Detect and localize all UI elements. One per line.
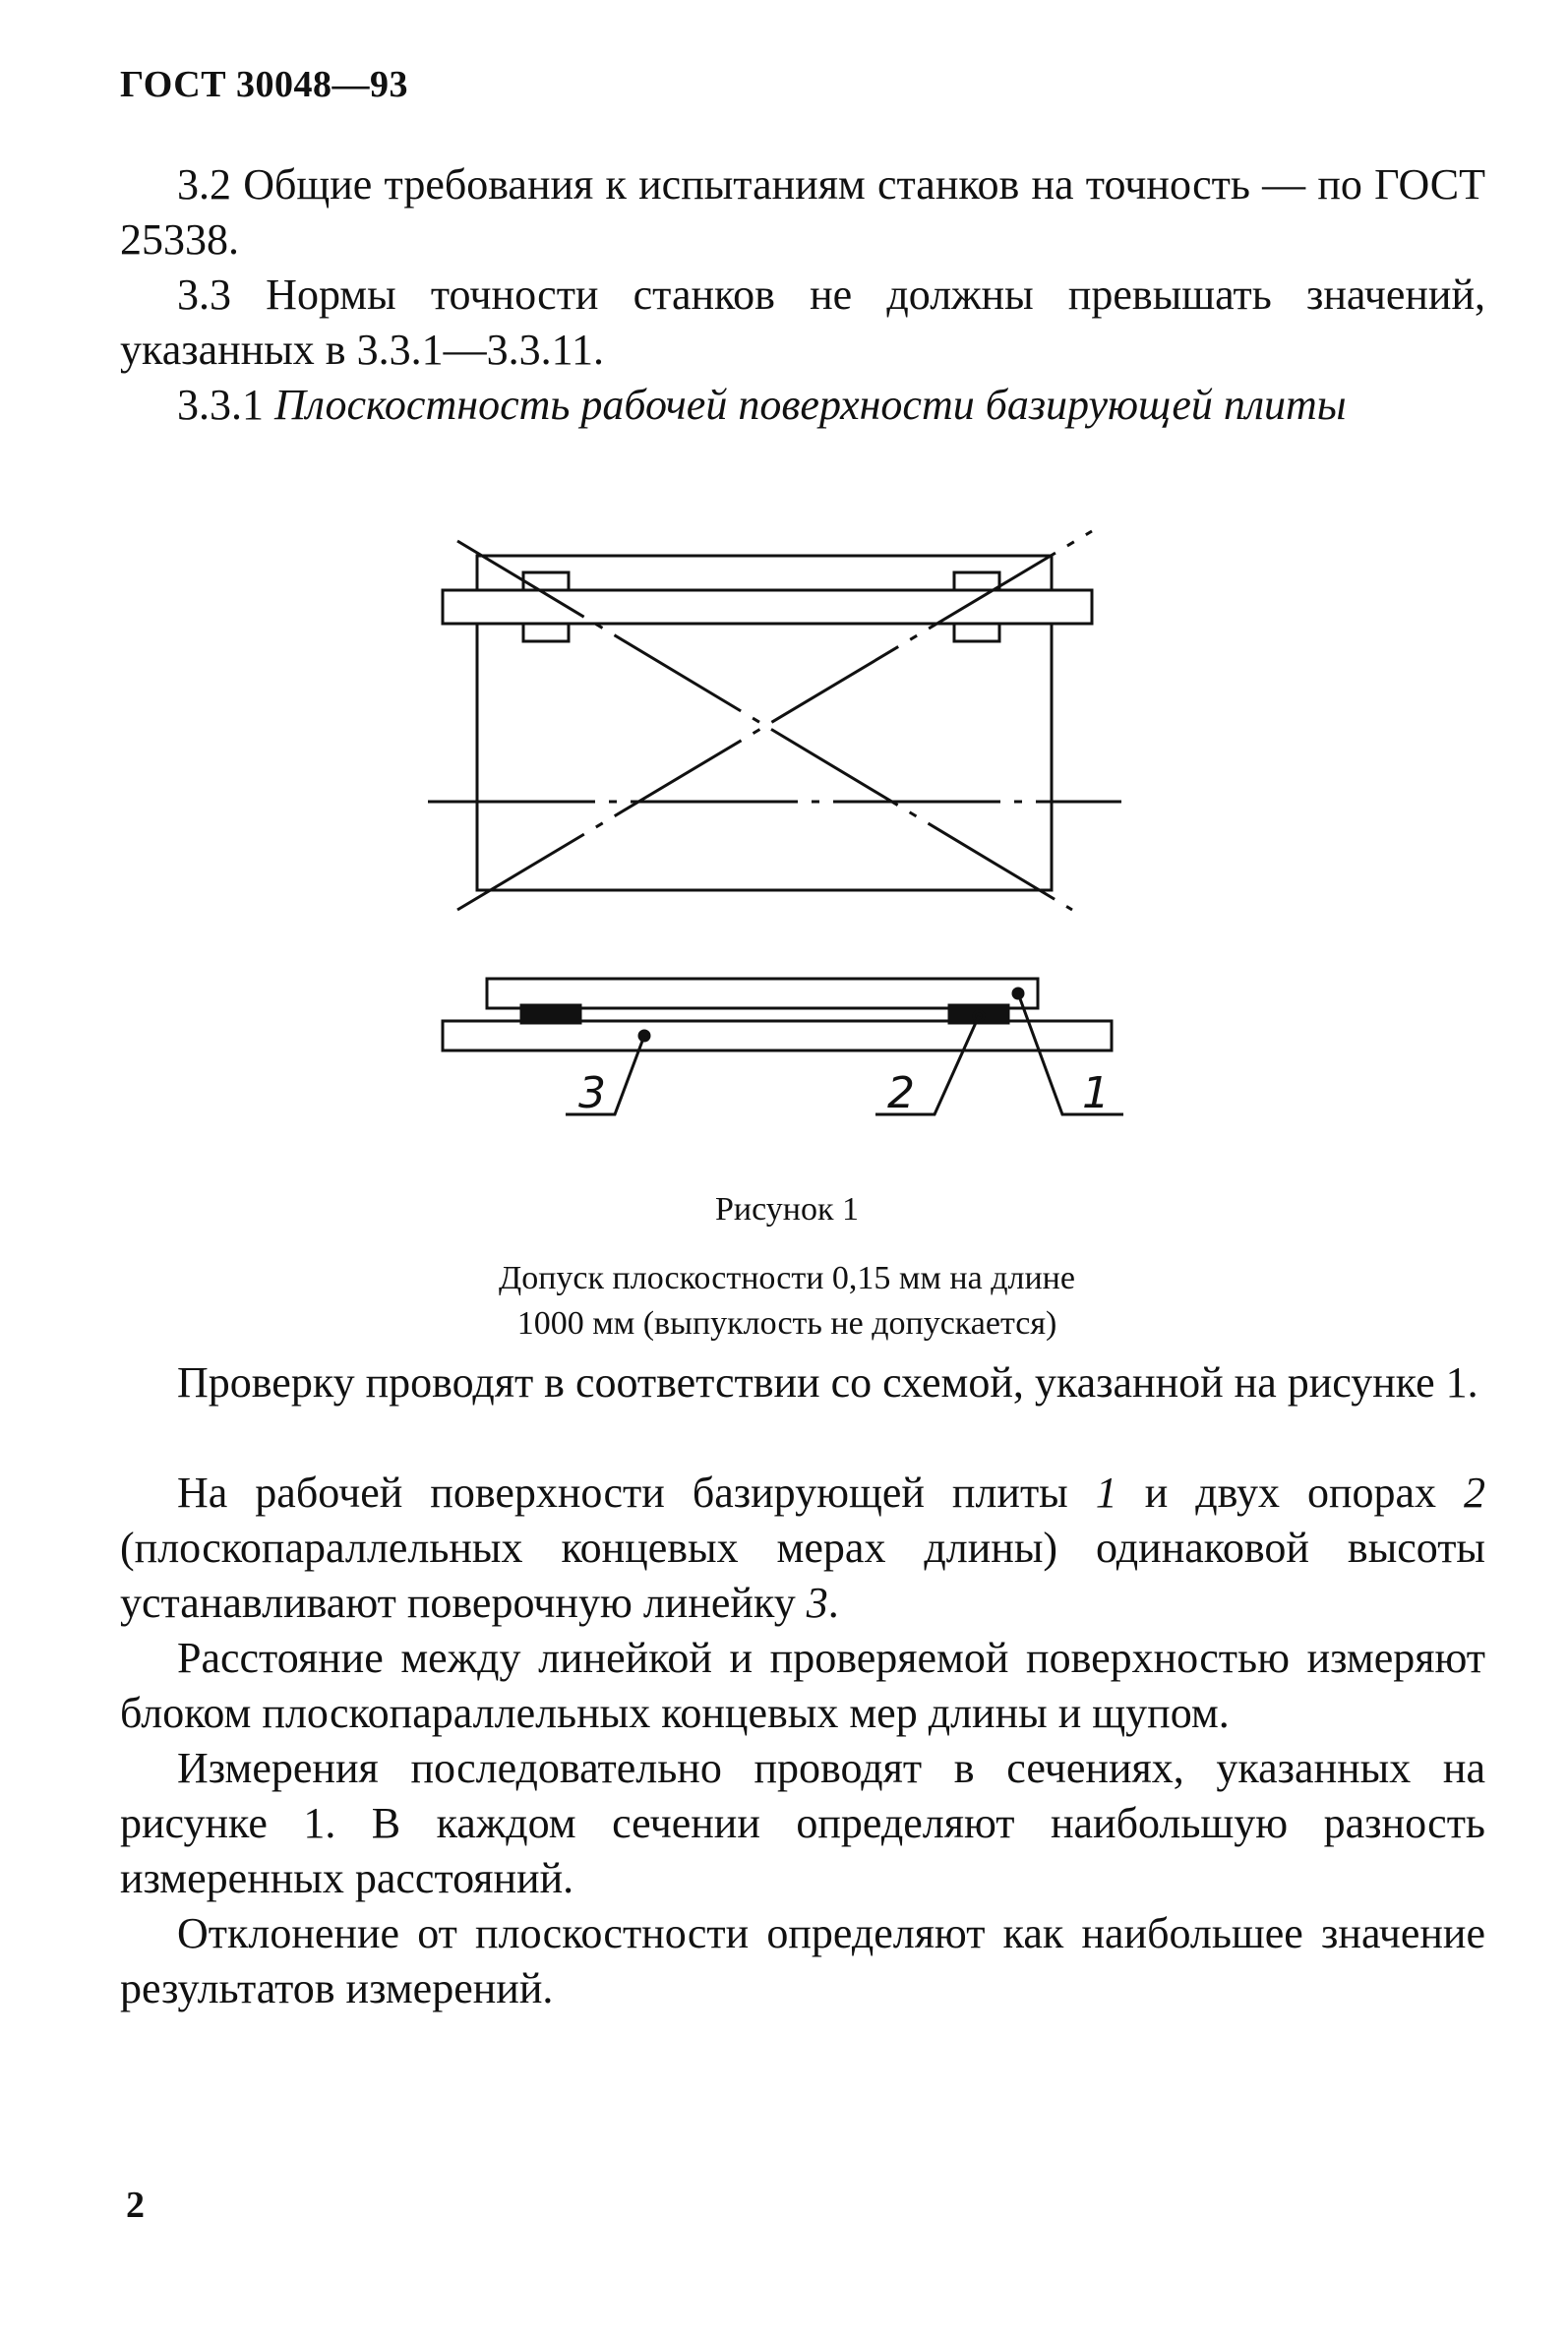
body-paragraph-3: Расстояние между линейкой и проверяемой поверхностью измеряют блоком плоскопараллельных концевых мер длины и щупом. <box>120 1634 1485 1737</box>
p2-ref-3: 3 <box>806 1579 828 1627</box>
support-right-bottom <box>954 624 999 641</box>
figure-caption-line-1: Допуск плоскостности 0,15 мм на длине <box>499 1260 1075 1296</box>
p2-ref-1: 1 <box>1095 1469 1117 1517</box>
page-number: 2 <box>126 2185 145 2226</box>
support-block-left <box>521 1005 580 1023</box>
section-3-3-paragraph: 3.3 Нормы точности станков не должны превышать значений, указанных в 3.3.1—3.3.11. <box>120 270 1485 374</box>
body-paragraph-2 <box>120 1466 1485 1631</box>
p2-text-c: (плоскопараллельных концевых мерах длины) одинаковой высоты устанавливают поверочную линейку <box>120 1524 1485 1627</box>
section-3-3-1-heading <box>120 378 1485 433</box>
label-3: 3 <box>578 1068 606 1118</box>
body-paragraph-1: Проверку проводят в соответствии со схемой, указанной на рисунке 1. <box>177 1358 1478 1407</box>
section-title: Плоскостность рабочей поверхности базирующей плиты <box>274 381 1347 429</box>
body-paragraph-4: Измерения последовательно проводят в сечениях, указанных на рисунке 1. В каждом сечении определяют наибольшую разность измеренных расстояний. <box>120 1744 1485 1902</box>
label-2: 2 <box>887 1068 915 1118</box>
figure-1-drawing <box>413 521 1151 1141</box>
support-right-top <box>954 572 999 590</box>
support-left-top <box>523 572 569 590</box>
page-header-title: ГОСТ 30048—93 <box>120 64 409 105</box>
section-3-2-paragraph: 3.2 Общие требования к испытаниям станков на точность — по ГОСТ 25338. <box>120 160 1485 264</box>
label-1: 1 <box>1082 1068 1110 1118</box>
base-plate-side <box>443 1021 1112 1050</box>
figure-caption-line-2: 1000 мм (выпуклость не допускается) <box>516 1305 1057 1342</box>
section-number: 3.3.1 <box>177 381 264 429</box>
support-left-bottom <box>523 624 569 641</box>
p2-text-a: На рабочей поверхности базирующей плиты <box>177 1469 1096 1517</box>
body-paragraph-5: Отклонение от плоскостности определяют как наибольшее значение результатов измерений. <box>120 1909 1485 2012</box>
p2-text-b: и двух опорах <box>1116 1469 1465 1517</box>
p2-text-d: . <box>827 1579 839 1627</box>
straightedge-plan <box>443 590 1092 624</box>
figure-caption-title: Рисунок 1 <box>715 1191 859 1228</box>
p2-ref-2: 2 <box>1464 1469 1486 1517</box>
figure-1 <box>413 521 1151 1141</box>
